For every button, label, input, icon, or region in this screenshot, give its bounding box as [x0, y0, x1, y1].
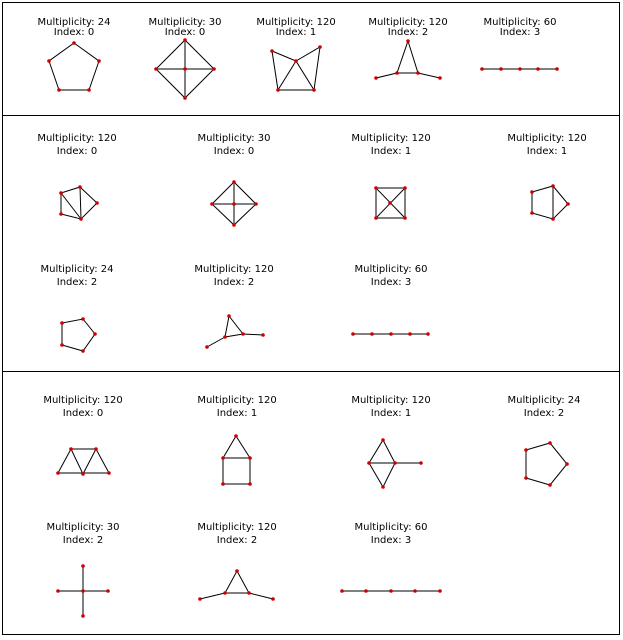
graph-drawing: [374, 186, 407, 220]
graph-p2-1: [37, 133, 116, 221]
index-label: Index: 2: [213, 277, 255, 288]
multiplicity-label: Multiplicity: 24: [37, 17, 111, 28]
index-label: Index: 3: [370, 277, 412, 288]
index-label: Index: 0: [53, 27, 95, 38]
graph-p3-6: [197, 522, 276, 601]
graph-p3-4: [507, 395, 580, 487]
multiplicity-label: Multiplicity: 120: [197, 522, 277, 533]
graph-drawing: [530, 184, 570, 221]
multiplicity-label: Multiplicity: 120: [507, 133, 587, 144]
multiplicity-label: Multiplicity: 60: [483, 17, 557, 28]
multiplicity-label: Multiplicity: 24: [507, 395, 581, 406]
index-label: Index: 2: [216, 535, 258, 546]
multiplicity-label: Multiplicity: 120: [43, 395, 123, 406]
multiplicity-label: Multiplicity: 24: [40, 264, 114, 275]
multiplicity-label: Multiplicity: 120: [351, 395, 431, 406]
panel-3: [43, 395, 580, 618]
graph-p2-4: [507, 133, 586, 221]
graph-p1-2: [148, 17, 221, 100]
graph-p2-5: [40, 264, 113, 353]
graph-p1-4: [368, 17, 447, 80]
panel-1: [37, 17, 558, 100]
multiplicity-label: Multiplicity: 30: [197, 133, 271, 144]
index-label: Index: 0: [62, 408, 104, 419]
graph-drawing: [270, 45, 322, 92]
index-label: Index: 2: [62, 535, 104, 546]
index-label: Index: 1: [526, 146, 568, 157]
graph-drawing: [210, 180, 258, 227]
index-label: Index: 0: [164, 27, 206, 38]
multiplicity-label: Multiplicity: 30: [148, 17, 222, 28]
graph-drawing: [524, 441, 569, 487]
multiplicity-label: Multiplicity: 120: [351, 133, 431, 144]
multiplicity-label: Multiplicity: 120: [37, 133, 117, 144]
graph-drawing: [351, 332, 430, 336]
graph-p2-6: [194, 264, 273, 349]
index-label: Index: 3: [499, 27, 541, 38]
index-label: Index: 0: [56, 146, 98, 157]
graph-drawing: [340, 589, 442, 593]
graph-p2-2: [197, 133, 270, 227]
graph-drawing: [56, 564, 110, 618]
graph-p2-7: [351, 264, 430, 336]
graph-p1-1: [37, 17, 110, 92]
multiplicity-label: Multiplicity: 120: [256, 17, 336, 28]
graph-drawing: [205, 314, 265, 349]
index-label: Index: 1: [370, 146, 412, 157]
index-label: Index: 1: [216, 408, 258, 419]
graph-drawing: [367, 438, 423, 489]
index-label: Index: 2: [387, 27, 429, 38]
graph-drawing: [154, 38, 216, 100]
index-label: Index: 1: [275, 27, 317, 38]
graph-drawing: [374, 39, 442, 80]
graph-p1-5: [480, 17, 559, 71]
index-label: Index: 2: [56, 277, 98, 288]
graph-p3-7: [340, 522, 442, 593]
graph-drawing: [221, 434, 252, 486]
index-label: Index: 0: [213, 146, 255, 157]
graph-drawing: [60, 317, 97, 353]
multiplicity-label: Multiplicity: 60: [354, 522, 428, 533]
multiplicity-label: Multiplicity: 30: [46, 522, 120, 533]
graph-p3-1: [43, 395, 122, 476]
multiplicity-label: Multiplicity: 120: [197, 395, 277, 406]
graph-p3-3: [351, 395, 430, 489]
index-label: Index: 3: [370, 535, 412, 546]
graph-p2-3: [351, 133, 430, 220]
index-label: Index: 2: [523, 408, 565, 419]
graph-drawing: [56, 447, 111, 476]
multiplicity-label: Multiplicity: 60: [354, 264, 428, 275]
multiplicity-label: Multiplicity: 120: [194, 264, 274, 275]
graph-p1-3: [256, 17, 335, 92]
graph-p3-5: [46, 522, 119, 618]
index-label: Index: 1: [370, 408, 412, 419]
panel-2: [37, 133, 586, 353]
graph-p3-2: [197, 395, 276, 486]
graph-drawing: [198, 569, 275, 601]
graph-drawing: [59, 185, 99, 221]
graph-drawing: [480, 67, 559, 71]
graph-drawing: [47, 41, 101, 92]
multiplicity-label: Multiplicity: 120: [368, 17, 448, 28]
